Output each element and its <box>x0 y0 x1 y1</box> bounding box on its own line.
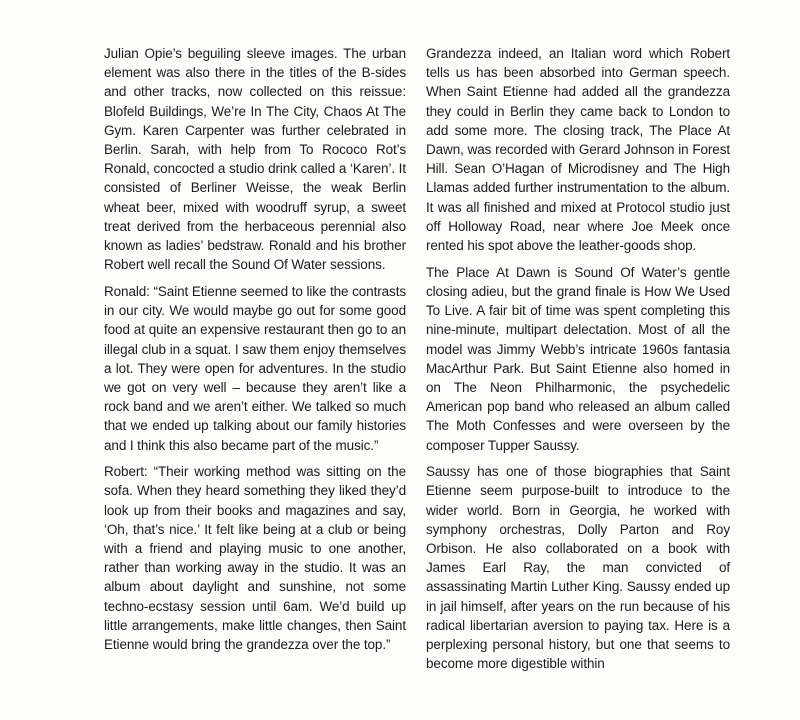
paragraph: Grandezza indeed, an Italian word which Robert tells us has been absorbed into German speech. When Saint Etienne had added all the grandezza they could in Berlin they came back to London to add some more. The closing track, The Place At Dawn, was recorded with Gerard Johnson in Forest Hill. Sean O’Hagan of Microdisney and The High Llamas added further instrumentation to the album. It was all finished and mixed at Protocol studio just off Holloway Road, near where Joe Meek once rented his spot above the leather-goods shop. <box>426 46 730 254</box>
left-text-column <box>104 44 406 662</box>
paragraph: Julian Opie’s beguiling sleeve images. The urban element was also there in the titles of the B-sides and other tracks, now collected on this reissue: Blofeld Buildings, We’re In The City, Chaos At The Gym. Karen Carpenter was further celebrated in Berlin. Sarah, with help from To Rococo Rot’s Ronald, concocted a studio drink called a ‘Karen’. It consisted of Berliner Weisse, the weak Berlin wheat beer, mixed with woodruff syrup, a sweet treat derived from the herbaceous perennial also known as ladies’ bedstraw. Ronald and his brother Robert well recall the Sound Of Water sessions. <box>104 46 406 273</box>
paragraph: The Place At Dawn is Sound Of Water’s gentle closing adieu, but the grand finale is How We Used To Live. A fair bit of time was spent completing this nine-minute, multipart delectation. Most of all the model was Jimmy Webb’s intricate 1960s fantasia MacArthur Park. But Saint Etienne also homed in on The Neon Philharmonic, the psychedelic American pop band who released an album called The Moth Confesses and were overseen by the composer Tupper Saussy. <box>426 264 730 453</box>
right-text-column <box>426 44 730 681</box>
paragraph: Saussy has one of those biographies that Saint Etienne seem purpose-built to introduce to the wider world. Born in Georgia, he worked with symphony orchestras, Dolly Parton and Roy Orbison. He also collaborated on a book with James Earl Ray, the man convicted of assassinating Martin Luther King. Saussy ended up in jail himself, after years on the run because of his radical libertarian aversion to paying tax. Here is a perplexing personal history, but one that seems to become more digestible within <box>426 464 730 672</box>
paragraph: Ronald: “Saint Etienne seemed to like the contrasts in our city. We would maybe go out for some good food at quite an expensive restaurant then go to an illegal club in a squat. I saw them enjoy themselves a lot. They were open for adventures. In the studio we got on very well – because they aren’t like a rock band and we aren’t either. We talked so much that we ended up talking about our family histories and I think this also became part of the music.” <box>104 283 406 453</box>
paragraph: Robert: “Their working method was sitting on the sofa. When they heard something they liked they’d look up from their books and magazines and say, ‘Oh, that’s nice.’ It felt like being at a club or being with a friend and playing music to one another, rather than working away in the studio. It was an album about daylight and sunshine, not some techno-ecstasy session until 6am. We’d build up little arrangements, make little changes, then Saint Etienne would bring the grandezza over the top.” <box>104 464 406 653</box>
